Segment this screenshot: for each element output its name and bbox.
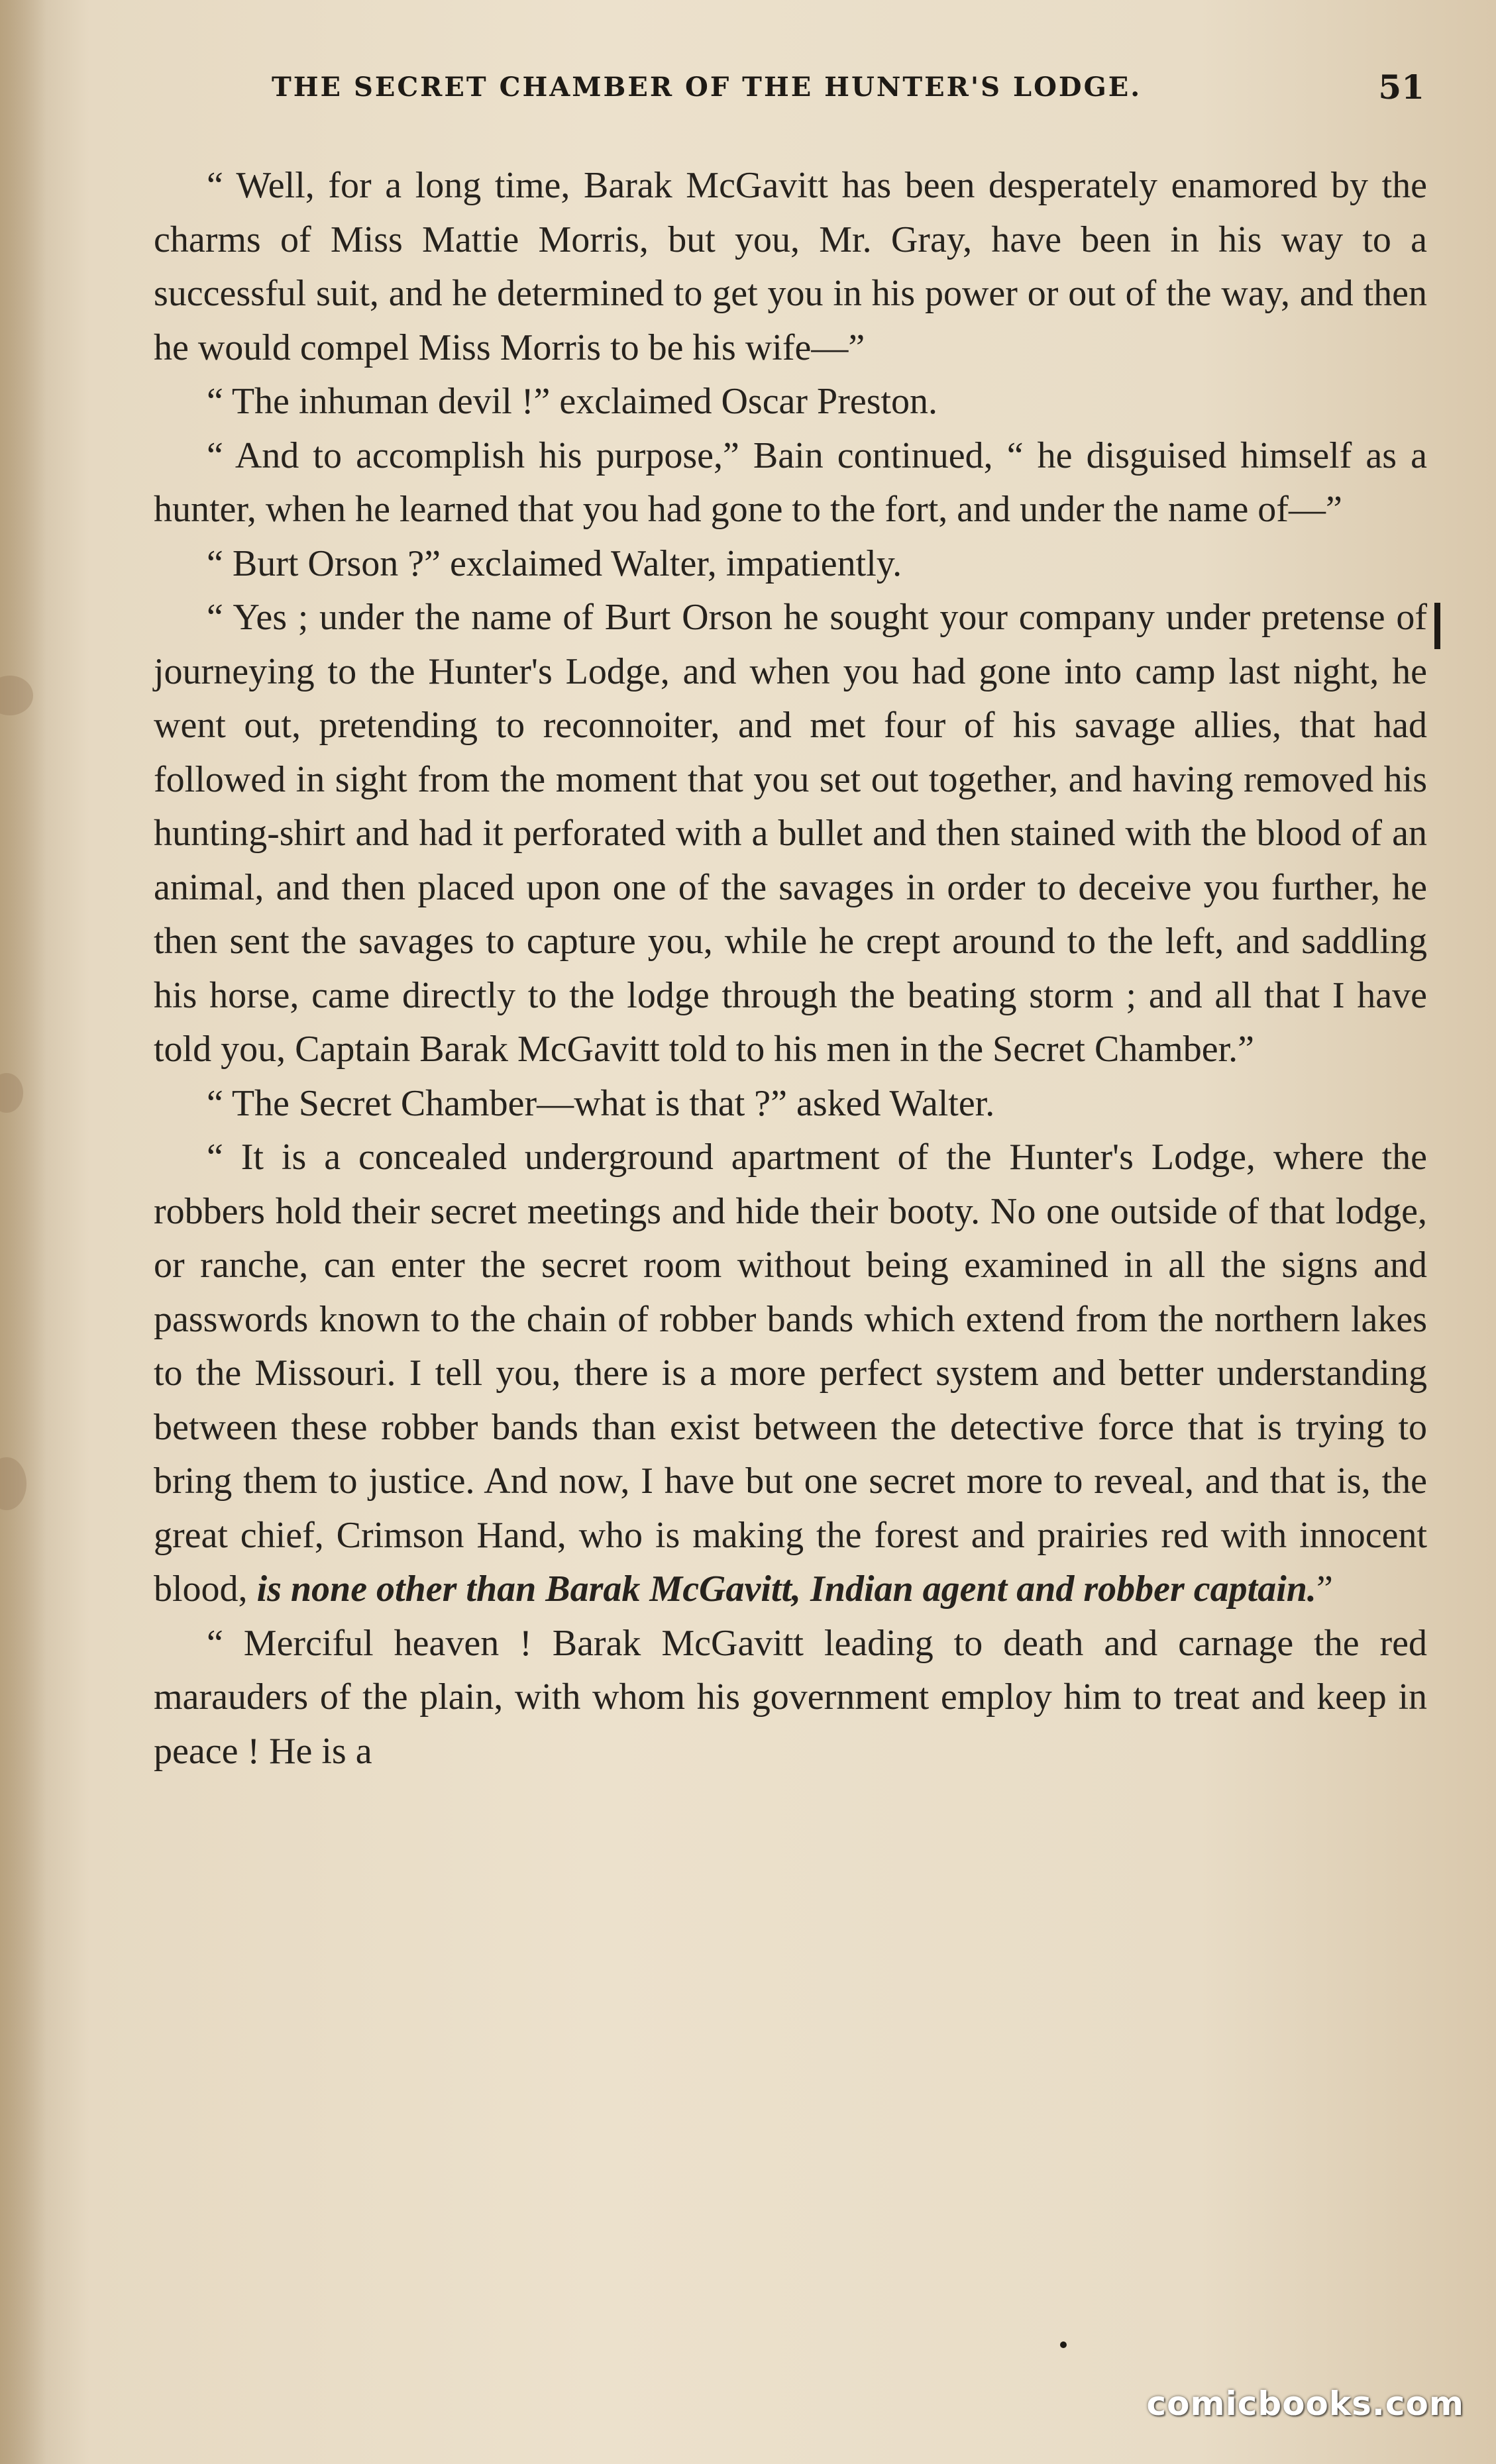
paragraph: “ The inhuman devil !” exclaimed Oscar Preston. xyxy=(207,381,938,422)
paragraph: “ Well, for a long time, Barak McGavitt has been desperately enamored by the charms of Miss Mattie Morris, but you, Mr. Gray, have been in his way to a successful suit, and he determined to get you in his power or out of the way, and then he would compel Miss Morris to be his wife—” xyxy=(154,165,1427,368)
paragraph: “ Merciful heaven ! Barak McGavitt leading to death and carnage the red marauders of the plain, with whom his government employ him to treat and keep in peace ! He is a xyxy=(154,1622,1427,1772)
ink-dot xyxy=(1060,2341,1067,2348)
paper-stain xyxy=(0,1073,23,1113)
paper-stain xyxy=(0,676,33,715)
margin-mark xyxy=(1434,603,1440,649)
page-number: 51 xyxy=(1378,68,1424,107)
paragraph xyxy=(154,1131,1427,1617)
paragraph: “ Burt Orson ?” exclaimed Walter, impatiently. xyxy=(207,542,902,584)
paragraph: “ Yes ; under the name of Burt Orson he sought your company under pretense of journeying to the Hunter's Lodge, and when you had gone into camp last night, he went out, pretending to reconnoiter, and met four of his savage allies, that had followed in sight from the moment that you set out together, and having removed his hunting-shirt and had it perforated with a bullet and then stained with the blood of an animal, and then placed upon one of the savages in order to deceive you further, he then sent the savages to capture you, while he crept around to the left, and saddling his horse, came directly to the lodge through the beating storm ; and all that I have told you, Captain Barak McGavitt told to his men in the Secret Chamber.” xyxy=(154,597,1427,1070)
body-text xyxy=(154,159,1427,1778)
watermark: comicbooks.com xyxy=(1146,2385,1464,2423)
paragraph: “ And to accomplish his purpose,” Bain continued, “ he disguised himself as a hunter, when he learned that you had gone to the fort, and under the name of—” xyxy=(154,435,1427,530)
closing-quote: ” xyxy=(1316,1568,1333,1610)
paragraph-text: “ It is a concealed underground apartment of the Hunter's Lodge, where the robbers hold their secret meetings and hide their booty. No one outside of that lodge, or ranche, can enter the secret room without being examined in all the signs and passwords known to the chain of robber bands which extend from the northern lakes to the Missouri. I tell you, there is a more perfect system and better understanding between these robber bands than exist between the detective force that is trying to bring them to justice. And now, I have but one secret more to reveal, and that is, the great chief, Crimson Hand, who is making the forest and prairies red with innocent blood, xyxy=(154,1137,1427,1610)
paragraph: “ The Secret Chamber—what is that ?” asked Walter. xyxy=(207,1082,995,1124)
running-title: THE SECRET CHAMBER OF THE HUNTER'S LODGE. xyxy=(272,72,1142,103)
running-header xyxy=(272,68,1424,118)
italic-emphasis: is none other than Barak McGavitt, Indian agent and robber captain. xyxy=(256,1568,1316,1610)
paper-stain xyxy=(0,1457,27,1510)
